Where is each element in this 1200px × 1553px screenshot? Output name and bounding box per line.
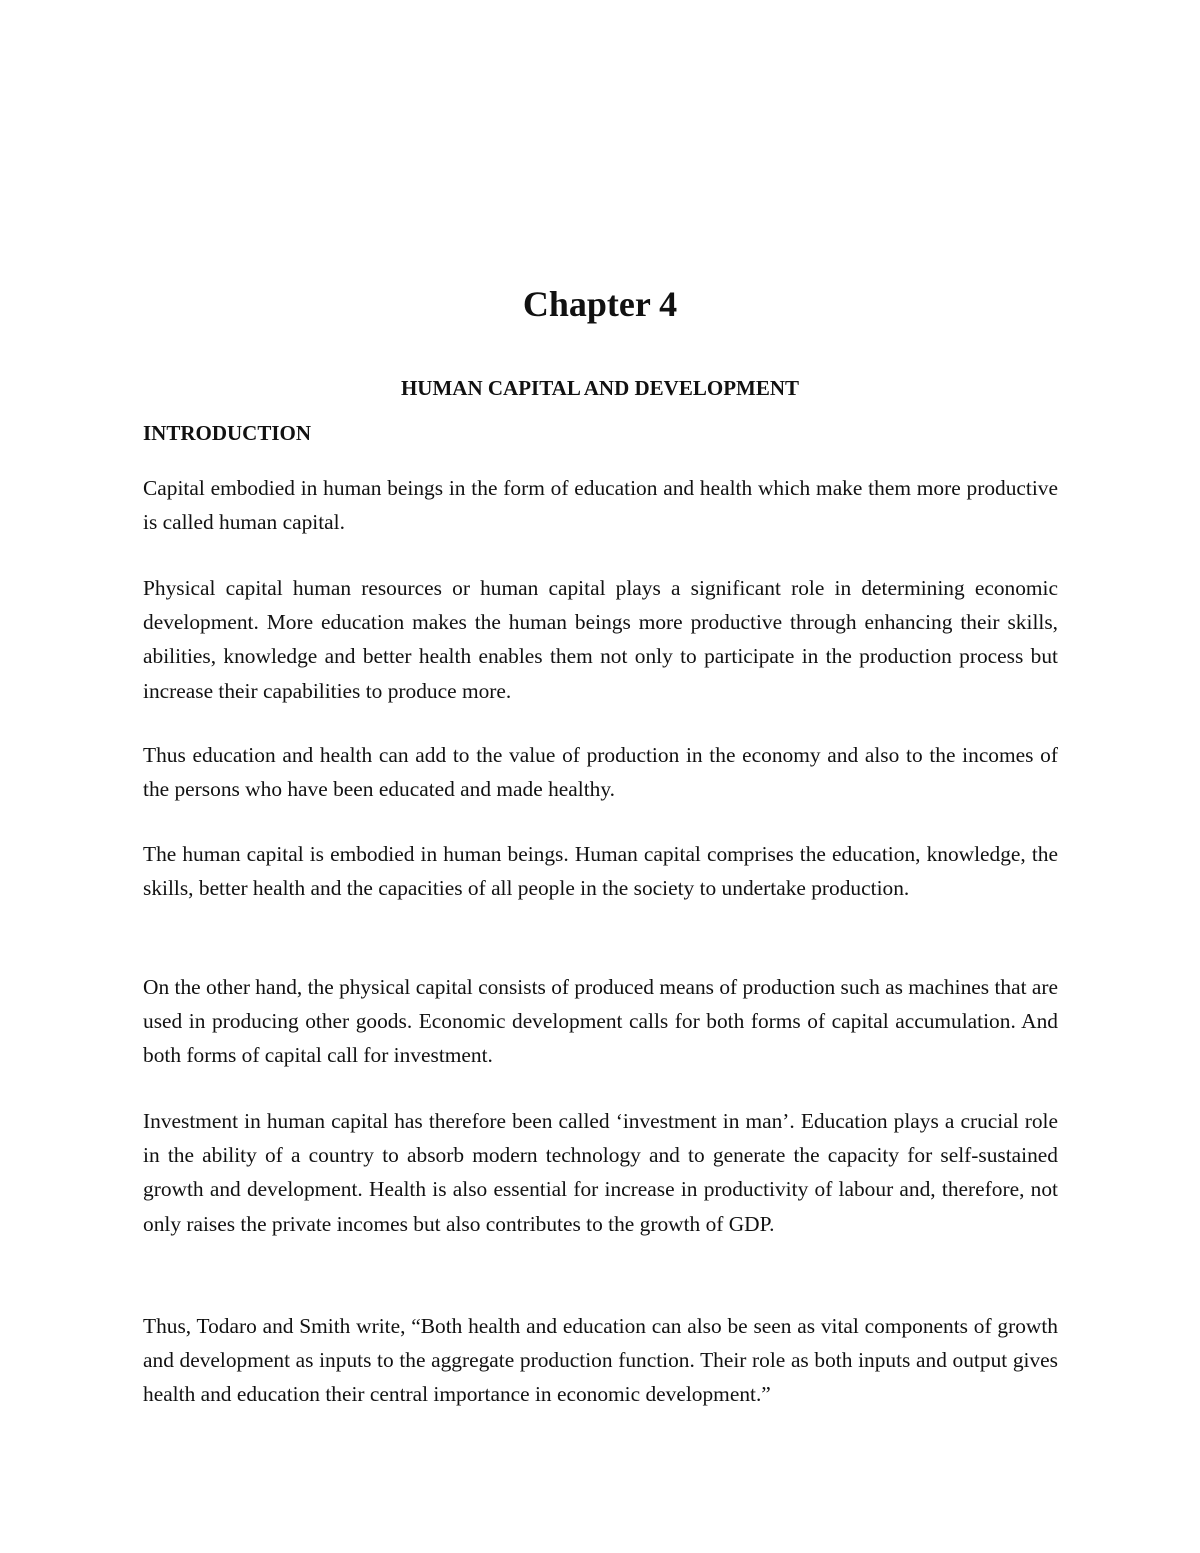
body-paragraph: On the other hand, the physical capital consists of produced means of production such as machines that are used in producing other goods. Economic development calls for both forms of capital accumulation. And both forms of capital call for investment. [143, 975, 1058, 1068]
body-paragraph: Thus education and health can add to the value of production in the economy and also to the incomes of the persons who have been educated and made healthy. [143, 743, 1058, 802]
body-paragraph: Capital embodied in human beings in the form of education and health which make them more productive is called human capital. [143, 476, 1058, 535]
paragraph-block-3 [143, 738, 1058, 806]
body-paragraph: Investment in human capital has therefore been called ‘investment in man’. Education plays a crucial role in the ability of a country to absorb modern technology and to generate the capacity for self-sustained growth and development. Health is also essential for increase in productivity of labour and, therefore, not only raises the private incomes but also contributes to the growth of GDP. [143, 1109, 1058, 1236]
paragraph-block-5 [143, 970, 1058, 1073]
body-paragraph: Thus, Todaro and Smith write, “Both health and education can also be seen as vital components of growth and development as inputs to the aggregate production function. Their role as both inputs and output gives health and education their central importance in economic development.” [143, 1314, 1058, 1407]
paragraph-block-2 [143, 571, 1058, 708]
paragraph-block-6 [143, 1104, 1058, 1241]
section-title: HUMAN CAPITAL AND DEVELOPMENT [400, 376, 800, 400]
body-paragraph: The human capital is embodied in human beings. Human capital comprises the education, knowledge, the skills, better health and the capacities of all people in the society to undertake production. [143, 842, 1058, 901]
chapter-title: Chapter 4 [522, 284, 678, 324]
introduction-heading: INTRODUCTION [143, 421, 312, 445]
body-paragraph: Physical capital human resources or human capital plays a significant role in determining economic development. More education makes the human beings more productive through enhancing their skills, abilities, knowledge and better health enables them not only to participate in the production process but increase their capabilities to produce more. [143, 576, 1058, 703]
paragraph-block-4 [143, 837, 1058, 905]
paragraph-block-7 [143, 1309, 1058, 1412]
paragraph-block-1 [143, 471, 1058, 539]
